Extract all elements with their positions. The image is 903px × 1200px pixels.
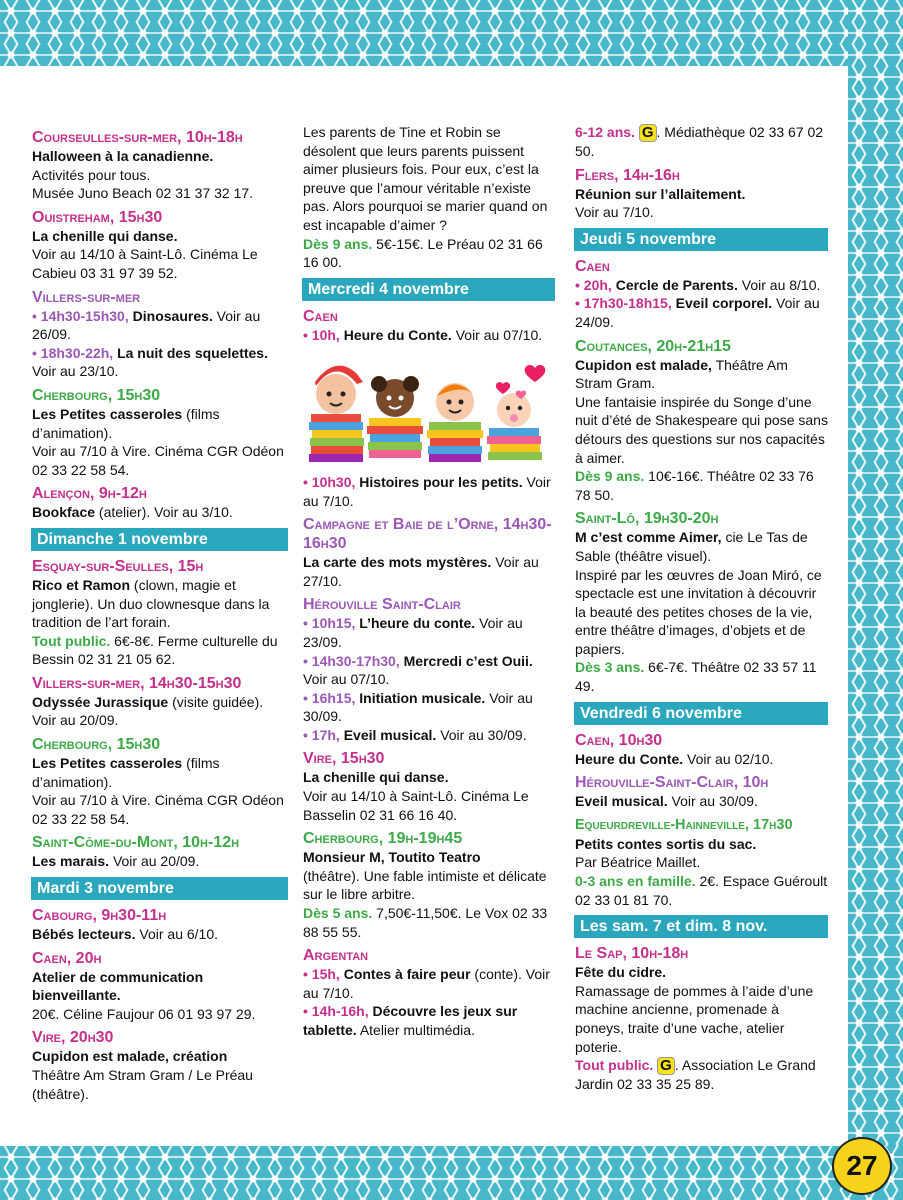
event-info: Voir au 30/09. xyxy=(671,793,758,810)
day-header: Jeudi 5 novembre xyxy=(574,228,828,251)
column-1 xyxy=(32,123,288,1103)
age-range: Dès 9 ans. xyxy=(303,235,373,252)
event-sub: Théâtre Am Stram Gram. xyxy=(575,356,788,392)
event-location: Equeurdreville-Hainneville, 17h30 xyxy=(575,816,793,833)
event-title: Réunion sur l’allaitement. xyxy=(575,185,746,202)
event-info: Voir au 14/10 à Saint-Lô. Cinéma Le Cabieu 03 31 97 39 52. xyxy=(32,246,258,281)
event-kind: (films d’animation). xyxy=(32,405,220,441)
event-title: L’heure du conte. xyxy=(359,615,476,632)
event-info: Voir au 7/10. xyxy=(575,204,654,221)
event-title: Eveil musical. xyxy=(575,793,668,810)
event-time: • 18h30-22h, xyxy=(32,344,114,361)
day-header: Les sam. 7 et dim. 8 nov. xyxy=(574,915,828,938)
event-info: Théâtre Am Stram Gram / Le Préau (théâtre). xyxy=(32,1067,253,1102)
event-location: Caen, 10h30 xyxy=(575,731,663,749)
event-info: (conte). Voir au 7/10. xyxy=(303,966,550,1001)
event-info: Voir au 23/09. xyxy=(303,615,523,650)
event-info: Voir au 07/10. xyxy=(303,671,390,688)
event-time: • 16h15, xyxy=(303,689,356,706)
event-title: Fête du cidre. xyxy=(575,964,667,981)
event-location: Cherbourg, 15h30 xyxy=(32,386,161,404)
event-info: 6€-8€. Ferme culturelle du Bessin 02 31 21 05 62. xyxy=(32,632,278,668)
event-info: Voir au 6/10. xyxy=(139,926,219,943)
age-range: Tout public. xyxy=(32,632,111,649)
event-title: Cercle de Parents. xyxy=(615,276,738,293)
event-info: Voir au 07/10. xyxy=(455,326,543,343)
event-location: Vire, 20h30 xyxy=(32,1029,114,1047)
day-header: Mardi 3 novembre xyxy=(31,877,288,900)
age-range: Dès 3 ans. xyxy=(575,659,645,676)
event-time: • 17h, xyxy=(303,726,340,743)
age-range: Dès 9 ans. xyxy=(575,468,645,485)
event-location: Alençon, 9h-12h xyxy=(32,485,147,503)
event-location: Courseulles-sur-mer, 10h-18h xyxy=(32,129,243,146)
event-desc: (théâtre). Une fable intimiste et délicate sur le libre arbitre. xyxy=(303,867,547,903)
event-info: Musée Juno Beach 02 31 37 32 17. xyxy=(32,185,254,202)
event-desc: Une fantaisie inspirée du Songe d’une nuit d’été de Shakespeare qui pose sans détours des questions sur nos capacités à aimer. xyxy=(575,393,828,466)
event-info: Voir au 7/10 à Vire. Cinéma CGR Odéon 02 33 22 58 54. xyxy=(32,443,284,478)
event-time: • 14h30-17h30, xyxy=(303,652,400,669)
event-title: Eveil corporel. xyxy=(675,295,773,312)
event-info: 10€-16€. Théâtre 02 33 76 78 50. xyxy=(575,468,814,503)
event-title: Dinosaures. xyxy=(132,307,213,324)
event-location: Cherbourg, 15h30 xyxy=(32,736,161,754)
event-time: • 10h30, xyxy=(303,473,356,490)
event-info: 5€-15€. Le Préau 02 31 66 16 00. xyxy=(303,235,543,271)
event-location: Caen, 20h xyxy=(32,949,102,967)
event-time: • 14h30-15h30, xyxy=(32,307,129,324)
free-badge-icon: G xyxy=(657,1057,675,1075)
event-title: Petits contes sortis du sac. xyxy=(575,835,757,852)
event-location: Saint-Lô, 19h30-20h xyxy=(575,510,719,528)
day-header: Vendredi 6 novembre xyxy=(574,702,828,725)
event-location: Caen xyxy=(575,257,610,275)
event-time: • 14h-16h, xyxy=(303,1003,369,1020)
column-3 xyxy=(575,123,828,1094)
event-title: Contes à faire peur xyxy=(343,966,471,983)
event-bullet xyxy=(32,344,288,381)
event-title: La chenille qui danse. xyxy=(303,769,449,786)
event-time: • 10h, xyxy=(303,326,340,343)
event-info: 20€. Céline Faujour 06 01 93 97 29. xyxy=(32,1005,256,1022)
age-range: Tout public. xyxy=(575,1057,654,1074)
event-location: Cabourg, 9h30-11h xyxy=(32,907,167,925)
event-title: Atelier de communication bienveillante. xyxy=(32,968,204,1004)
event-info: Voir au 23/10. xyxy=(32,363,119,380)
event-desc: Inspiré par les œuvres de Joan Miró, ce spectacle est une invitation à découvrir la beauté des petites choses de la vie, entre théâtre d’images, d’objets et de papiers. xyxy=(575,566,822,657)
age-range: Dès 5 ans. xyxy=(303,905,373,922)
event-title: Cupidon est malade, création xyxy=(32,1048,228,1065)
age-range: 0-3 ans en famille. xyxy=(575,873,696,890)
event-sub: Par Béatrice Maillet. xyxy=(575,854,701,871)
event-title: Eveil musical. xyxy=(343,726,437,743)
event-time: • 17h30-18h15, xyxy=(575,295,672,312)
event-info: Voir au 20/09. xyxy=(112,853,200,870)
event-location: Esquay-sur-Seulles, 15h xyxy=(32,557,204,575)
event-title: Découvre les jeux sur tablette. xyxy=(303,1003,518,1038)
event-location: Coutances, 20h-21h15 xyxy=(575,337,731,355)
event-location: Le Sap, 10h-18h xyxy=(575,945,689,963)
event-info: (atelier). Voir au 3/10. xyxy=(98,504,233,521)
page-number: 27 xyxy=(832,1137,892,1195)
day-header: Mercredi 4 novembre xyxy=(302,278,555,301)
decorative-pattern-bottom xyxy=(0,1146,903,1200)
decorative-pattern-right xyxy=(848,0,903,1200)
decorative-pattern-top xyxy=(0,0,903,66)
event-desc: (clown, magie et jonglerie). Un duo clownesque dans la tradition de l’art forain. xyxy=(32,576,270,631)
event-title: Les marais. xyxy=(32,853,110,870)
event-location: Villers-sur-mer xyxy=(32,288,141,306)
free-badge-icon: G xyxy=(639,124,657,142)
event-time: • 10h15, xyxy=(303,615,356,632)
event-title: Initiation musicale. xyxy=(359,689,486,706)
event-info: Voir au 02/10. xyxy=(687,750,774,767)
event-info: Voir au 27/10. xyxy=(303,554,539,589)
event-location: Ouistreham, 15h30 xyxy=(32,208,163,226)
event-title: Mercredi c’est Ouii. xyxy=(403,652,533,669)
event-location: Hérouville Saint-Clair xyxy=(303,596,461,614)
event-info: Voir au 26/09. xyxy=(32,307,261,343)
event-info: Voir au 30/09. xyxy=(303,689,533,725)
event-location: Argentan xyxy=(303,947,369,965)
event-title: Heure du Conte. xyxy=(575,750,684,767)
event-info: 2€. Espace Guéroult 02 33 01 81 70. xyxy=(575,873,828,908)
event-info: 7,50€-11,50€. Le Vox 02 33 88 55 55. xyxy=(303,905,548,940)
event-location: Hérouville-Saint-Clair, 10h xyxy=(575,774,769,792)
event-title: La chenille qui danse. xyxy=(32,227,178,244)
event-info: Voir au 7/10. xyxy=(303,473,551,509)
event-title: Odyssée Jurassique xyxy=(32,693,169,710)
event-title: M c’est comme Aimer, xyxy=(575,529,722,546)
event-info: Voir au 30/09. xyxy=(440,726,527,743)
event-info: 6€-7€. Théâtre 02 33 57 11 49. xyxy=(575,659,817,695)
event-location: Vire, 15h30 xyxy=(303,750,385,768)
children-books-illustration xyxy=(303,356,553,462)
event-location: Campagne et Baie de l’Orne, 14h30-16h30 xyxy=(303,516,552,553)
event-info: Voir au 14/10 à Saint-Lô. Cinéma Le Basselin 02 31 66 16 40. xyxy=(303,788,529,823)
day-header: Dimanche 1 novembre xyxy=(31,528,288,551)
event-location: Caen xyxy=(303,307,338,325)
event-title: Les Petites casseroles xyxy=(32,755,183,772)
event-bullet xyxy=(32,307,288,344)
event-location: Villers-sur-mer, 14h30-15h30 xyxy=(32,674,242,692)
event-title: Cupidon est malade, xyxy=(575,356,712,373)
event-time: • 15h, xyxy=(303,966,340,983)
event-time: • 20h, xyxy=(575,276,612,293)
event-location: Cherbourg, 19h-19h45 xyxy=(303,830,463,848)
event-location: Saint-Côme-du-Mont, 10h-12h xyxy=(32,834,240,852)
event-desc: Activités pour tous. xyxy=(32,166,151,183)
event-title: Monsieur M, Toutito Teatro xyxy=(303,849,481,866)
event-info: Voir au 8/10. xyxy=(741,276,821,293)
age-range: 6-12 ans. xyxy=(575,124,635,140)
event-title: La carte des mots mystères. xyxy=(303,554,492,571)
event-info: . Association Le Grand Jardin 02 33 35 25 89. xyxy=(575,1057,816,1093)
event-kind: (films d’animation). xyxy=(32,755,220,790)
event-title: Rico et Ramon xyxy=(32,576,131,593)
column-2 xyxy=(303,123,555,1040)
event-title: La nuit des squelettes. xyxy=(117,344,268,361)
event-title: Heure du Conte. xyxy=(343,326,452,343)
event-location: Flers, 14h-16h xyxy=(575,166,680,184)
event-info: Atelier multimédia. xyxy=(359,1022,475,1038)
event-desc: Ramassage de pommes à l’aide d’une machine ancienne, promenade à poneys, traite d’une vache, atelier poterie. xyxy=(575,982,814,1055)
event-desc: Les parents de Tine et Robin se désolent que leurs parents puissent aimer plusieurs fois. Pour eux, c’est la preuve que l’amour véritable n’existe pas. Alors pourquoi se marier quand on est incapable d’aimer ? xyxy=(303,124,548,233)
event-title: Bookface xyxy=(32,504,96,521)
heart-icon xyxy=(496,365,545,399)
event-info: . Médiathèque 02 33 67 02 50. xyxy=(575,124,824,159)
event-title: Les Petites casseroles xyxy=(32,405,183,422)
event-sub: cie Le Tas de Sable (théâtre visuel). xyxy=(575,529,808,564)
event-info: Voir au 24/09. xyxy=(575,295,820,330)
event-title: Halloween à la canadienne. xyxy=(32,148,214,164)
event-info: (visite guidée). Voir au 20/09. xyxy=(32,693,264,729)
event-title: Histoires pour les petits. xyxy=(359,473,523,490)
event-title: Bébés lecteurs. xyxy=(32,926,136,943)
event-info: Voir au 7/10 à Vire. Cinéma CGR Odéon 02 33 22 58 54. xyxy=(32,792,284,827)
